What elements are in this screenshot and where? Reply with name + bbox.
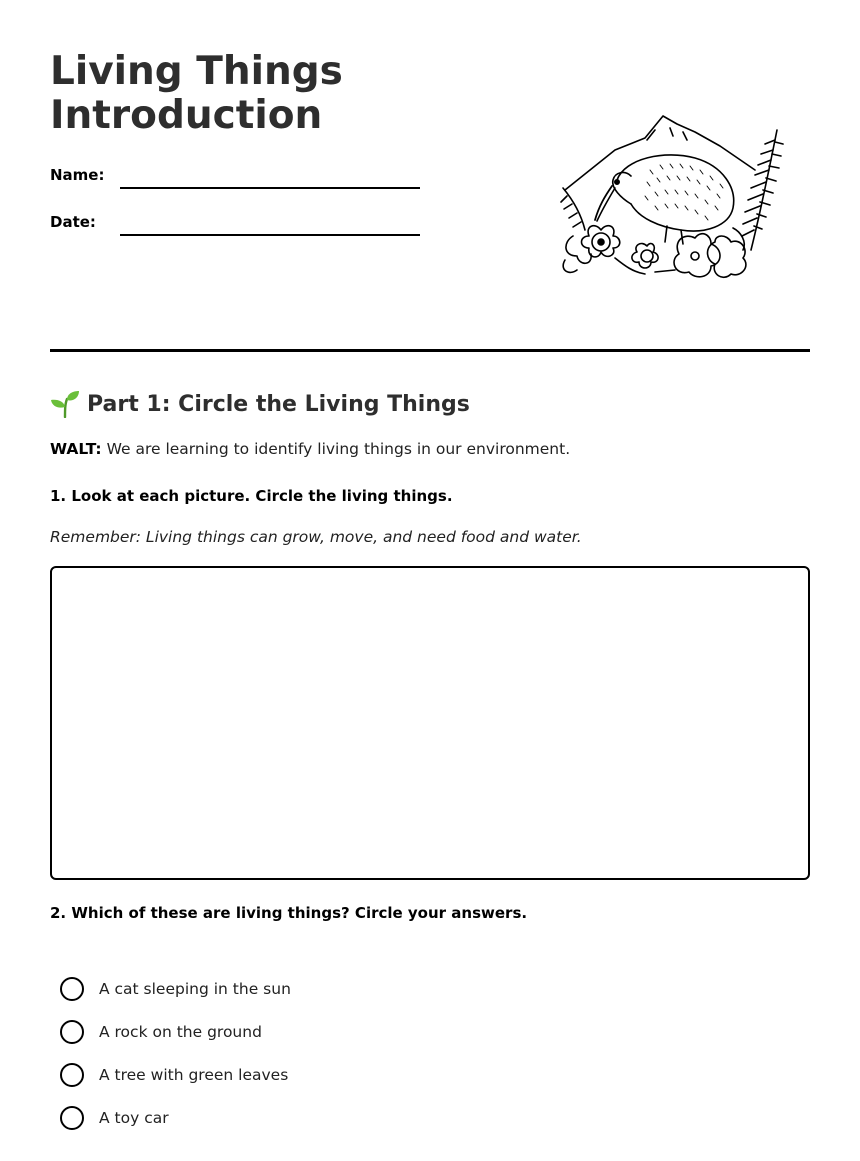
radio-circle[interactable] [60, 977, 84, 1001]
title-line-2: Introduction [50, 93, 323, 138]
walt-statement [50, 440, 570, 458]
question-2: 2. Which of these are living things? Circle your answers. [50, 904, 528, 922]
walt-label: WALT: [50, 440, 102, 458]
name-field[interactable] [120, 187, 420, 189]
section-divider [50, 349, 810, 352]
date-label: Date: [50, 213, 96, 231]
date-field[interactable] [120, 234, 420, 236]
option-label: A toy car [99, 1108, 169, 1127]
option-label: A tree with green leaves [99, 1065, 289, 1084]
answer-option[interactable] [60, 1096, 291, 1139]
walt-text: We are learning to identify living things in our environment. [101, 440, 571, 458]
sprout-icon [50, 390, 80, 418]
radio-circle[interactable] [60, 1020, 84, 1044]
part1-heading [50, 390, 470, 418]
question-1: 1. Look at each picture. Circle the living things. [50, 487, 453, 505]
option-label: A cat sleeping in the sun [99, 979, 291, 998]
radio-circle[interactable] [60, 1106, 84, 1130]
name-label: Name: [50, 166, 105, 184]
kiwi-bird-icon [555, 110, 785, 282]
answer-option[interactable] [60, 1053, 291, 1096]
answer-option[interactable] [60, 967, 291, 1010]
radio-circle[interactable] [60, 1063, 84, 1087]
page-title [50, 50, 490, 138]
reminder-text: Remember: Living things can grow, move, and need food and water. [50, 528, 582, 546]
part1-heading-text: Part 1: Circle the Living Things [87, 391, 470, 417]
title-line-1: Living Things [50, 49, 343, 94]
answer-options [60, 967, 291, 1139]
answer-option[interactable] [60, 1010, 291, 1053]
picture-box [50, 566, 810, 880]
option-label: A rock on the ground [99, 1022, 262, 1041]
